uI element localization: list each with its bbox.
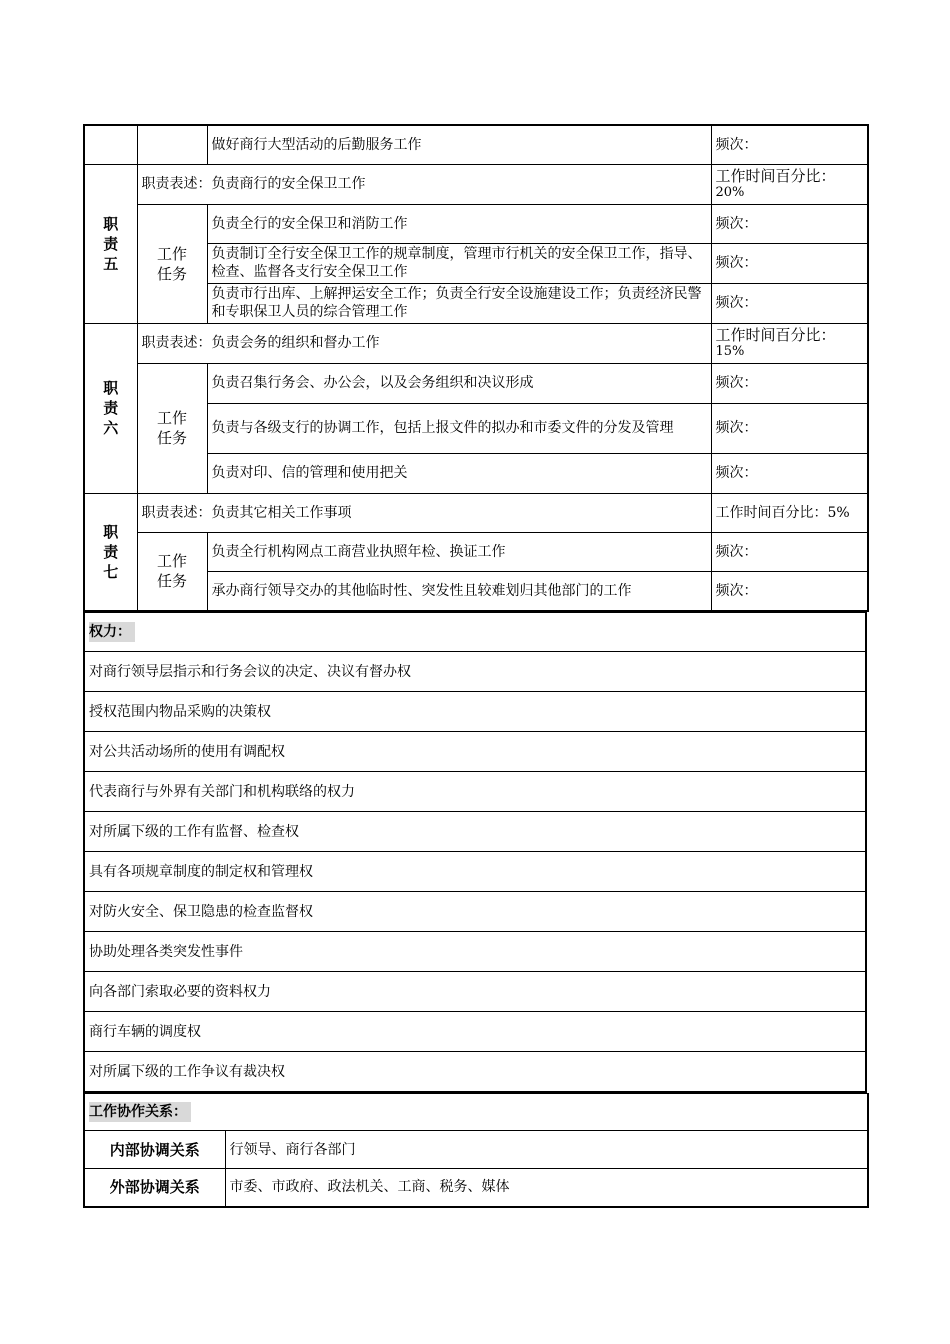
external-cooperation-value: 市委、市政府、政法机关、工商、税务、媒体 [225, 1169, 868, 1207]
duty6-statement: 职责表述：负责会务的组织和督办工作 [137, 323, 711, 363]
duty7-statement: 职责表述：负责其它相关工作事项 [137, 493, 711, 532]
cooperation-heading-row [84, 1094, 868, 1131]
power-item: 对所属下级的工作有监督、检查权 [84, 812, 866, 852]
duty5-task-label: 工作 任务 [137, 204, 207, 323]
power-item: 对所属下级的工作争议有裁决权 [84, 1052, 866, 1093]
power-item: 授权范围内物品采购的决策权 [84, 692, 866, 732]
task-text: 负责召集行务会、办公会，以及会务组织和决议形成 [207, 363, 711, 403]
task-frequency: 频次： [711, 243, 868, 283]
external-cooperation-row [84, 1169, 868, 1207]
task-frequency: 频次： [711, 453, 868, 493]
duty6-statement-row [84, 323, 868, 363]
internal-cooperation-row [84, 1131, 868, 1169]
duty7-task-row [84, 532, 868, 571]
power-item: 对公共活动场所的使用有调配权 [84, 732, 866, 772]
job-description-page [83, 124, 867, 1208]
duty6-title: 职 责 六 [84, 323, 137, 493]
duty5-statement-row [84, 164, 868, 204]
task-text: 负责市行出库、上解押运安全工作；负责全行安全设施建设工作；负责经济民警和专职保卫人员的综合管理工作 [207, 283, 711, 323]
power-item: 对商行领导层指示和行务会议的决定、决议有督办权 [84, 652, 866, 692]
task-text: 负责与各级支行的协调工作，包括上报文件的拟办和市委文件的分发及管理 [207, 403, 711, 453]
duty5-title: 职 责 五 [84, 164, 137, 323]
duty7-task-label: 工作 任务 [137, 532, 207, 611]
duty5-statement: 职责表述：负责商行的安全保卫工作 [137, 164, 711, 204]
power-item: 具有各项规章制度的制定权和管理权 [84, 852, 866, 892]
power-heading-row [84, 613, 866, 652]
duty-continuation-row [84, 125, 868, 164]
internal-cooperation-value: 行领导、商行各部门 [225, 1131, 868, 1169]
task-frequency: 频次： [711, 283, 868, 323]
duty7-statement-row [84, 493, 868, 532]
task-label-cell [137, 125, 207, 164]
task-text: 负责制订全行安全保卫工作的规章制度，管理市行机关的安全保卫工作，指导、检查、监督各支行安全保卫工作 [207, 243, 711, 283]
duty6-percent: 工作时间百分比： 15% [711, 323, 868, 363]
duty5-task-row [84, 204, 868, 243]
power-item: 商行车辆的调度权 [84, 1012, 866, 1052]
power-item: 向各部门索取必要的资料权力 [84, 972, 866, 1012]
cooperation-heading: 工作协作关系： [84, 1094, 868, 1131]
duty6-task-row [84, 363, 868, 403]
power-item: 对防火安全、保卫隐患的检查监督权 [84, 892, 866, 932]
duties-table [83, 124, 869, 612]
external-cooperation-label: 外部协调关系 [84, 1169, 225, 1207]
internal-cooperation-label: 内部协调关系 [84, 1131, 225, 1169]
power-table [83, 612, 867, 1093]
cooperation-table [83, 1093, 869, 1208]
task-frequency: 频次： [711, 403, 868, 453]
power-heading: 权力： [84, 613, 866, 652]
duty7-title: 职 责 七 [84, 493, 137, 611]
task-text: 做好商行大型活动的后勤服务工作 [207, 125, 711, 164]
task-text: 负责对印、信的管理和使用把关 [207, 453, 711, 493]
duty-title-cell [84, 125, 137, 164]
task-text: 承办商行领导交办的其他临时性、突发性且较难划归其他部门的工作 [207, 571, 711, 611]
duty7-percent: 工作时间百分比：5% [711, 493, 868, 532]
task-frequency: 频次： [711, 571, 868, 611]
task-frequency: 频次： [711, 532, 868, 571]
task-frequency: 频次： [711, 204, 868, 243]
task-frequency: 频次： [711, 125, 868, 164]
power-item: 协助处理各类突发性事件 [84, 932, 866, 972]
task-text: 负责全行的安全保卫和消防工作 [207, 204, 711, 243]
task-text: 负责全行机构网点工商营业执照年检、换证工作 [207, 532, 711, 571]
duty6-task-label: 工作 任务 [137, 363, 207, 493]
duty5-percent: 工作时间百分比： 20% [711, 164, 868, 204]
task-frequency: 频次： [711, 363, 868, 403]
power-item: 代表商行与外界有关部门和机构联络的权力 [84, 772, 866, 812]
